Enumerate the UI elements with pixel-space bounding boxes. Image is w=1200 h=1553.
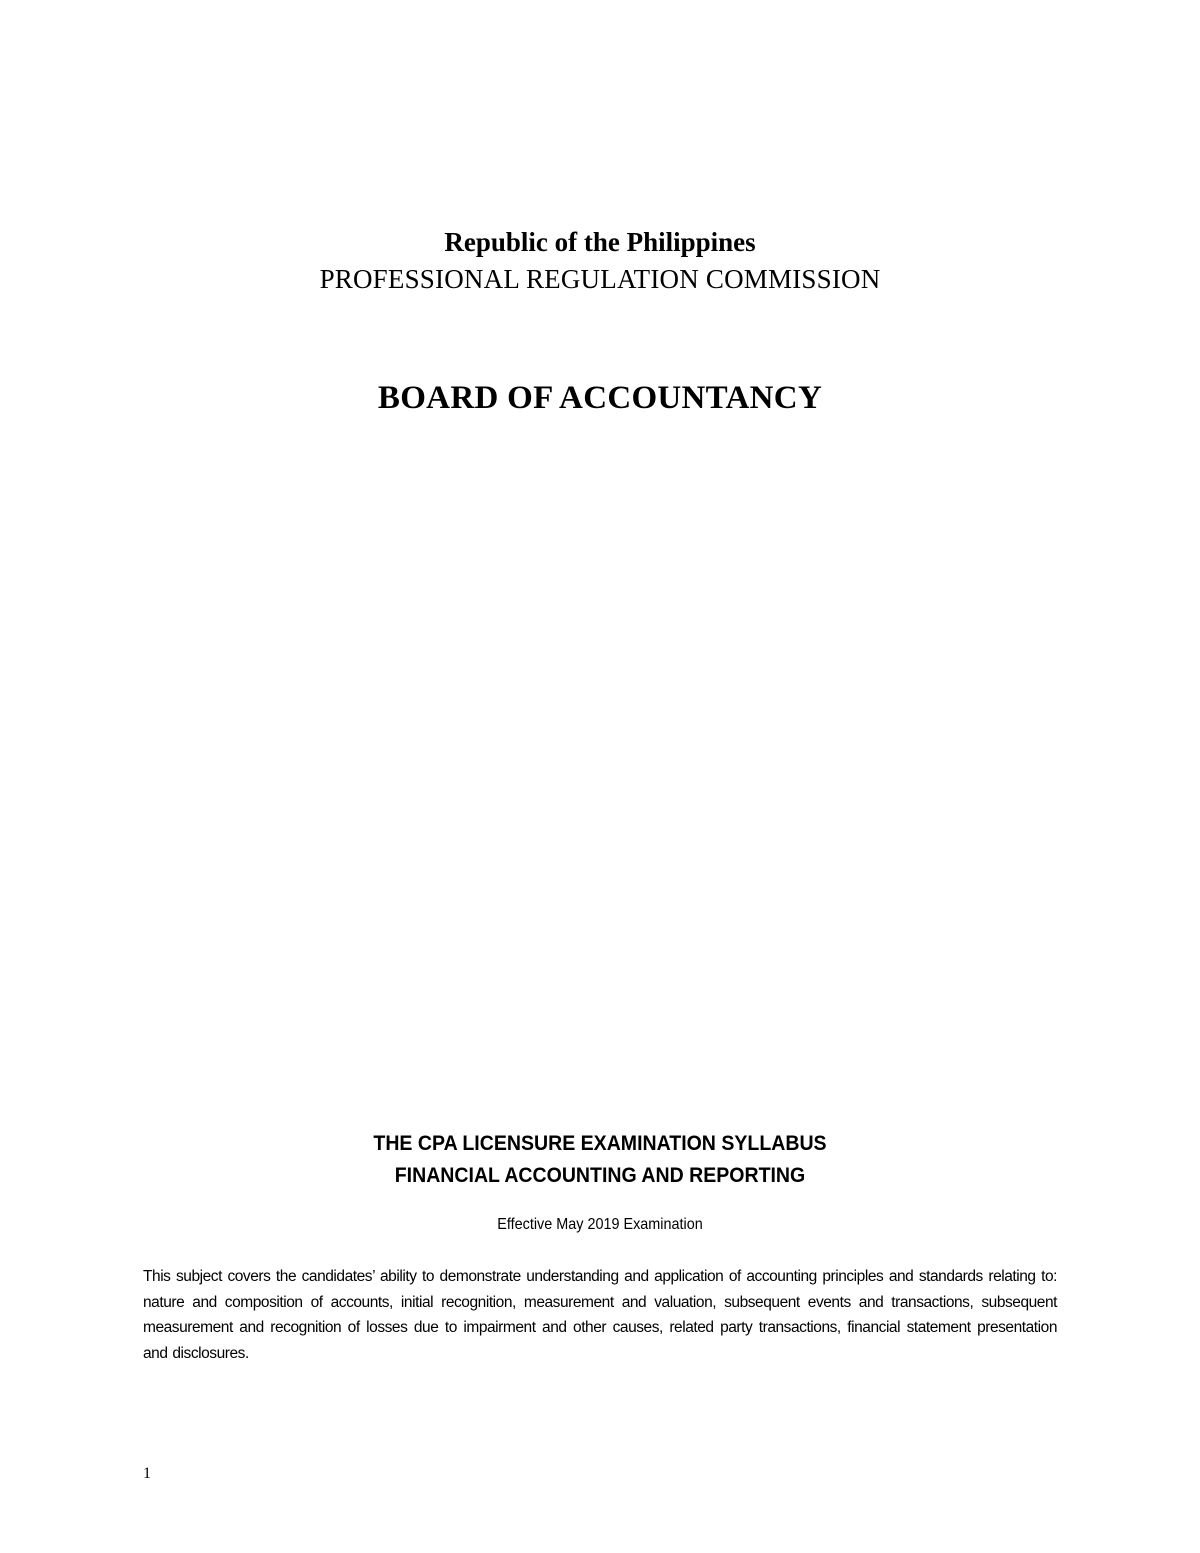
effective-date: Effective May 2019 Examination bbox=[497, 1216, 703, 1233]
board-title: BOARD OF ACCOUNTANCY bbox=[377, 380, 823, 416]
country-heading: Republic of the Philippines bbox=[444, 227, 756, 257]
page-number: 1 bbox=[143, 1465, 151, 1482]
syllabus-title: THE CPA LICENSURE EXAMINATION SYLLABUS bbox=[373, 1132, 827, 1155]
subject-description: This subject covers the candidates’ ability to demonstrate understanding and application of accounting principles and standards relating to: nature and composition of accounts, initial recognition, measurement and valuation, subsequent events and transactions, subsequent measurement and recognition of losses due to impairment and other causes, related party transactions, financial statement presentation and disclosures. bbox=[143, 1268, 1057, 1362]
agency-heading: PROFESSIONAL REGULATION COMMISSION bbox=[319, 264, 881, 294]
subject-title: FINANCIAL ACCOUNTING AND REPORTING bbox=[394, 1164, 806, 1187]
